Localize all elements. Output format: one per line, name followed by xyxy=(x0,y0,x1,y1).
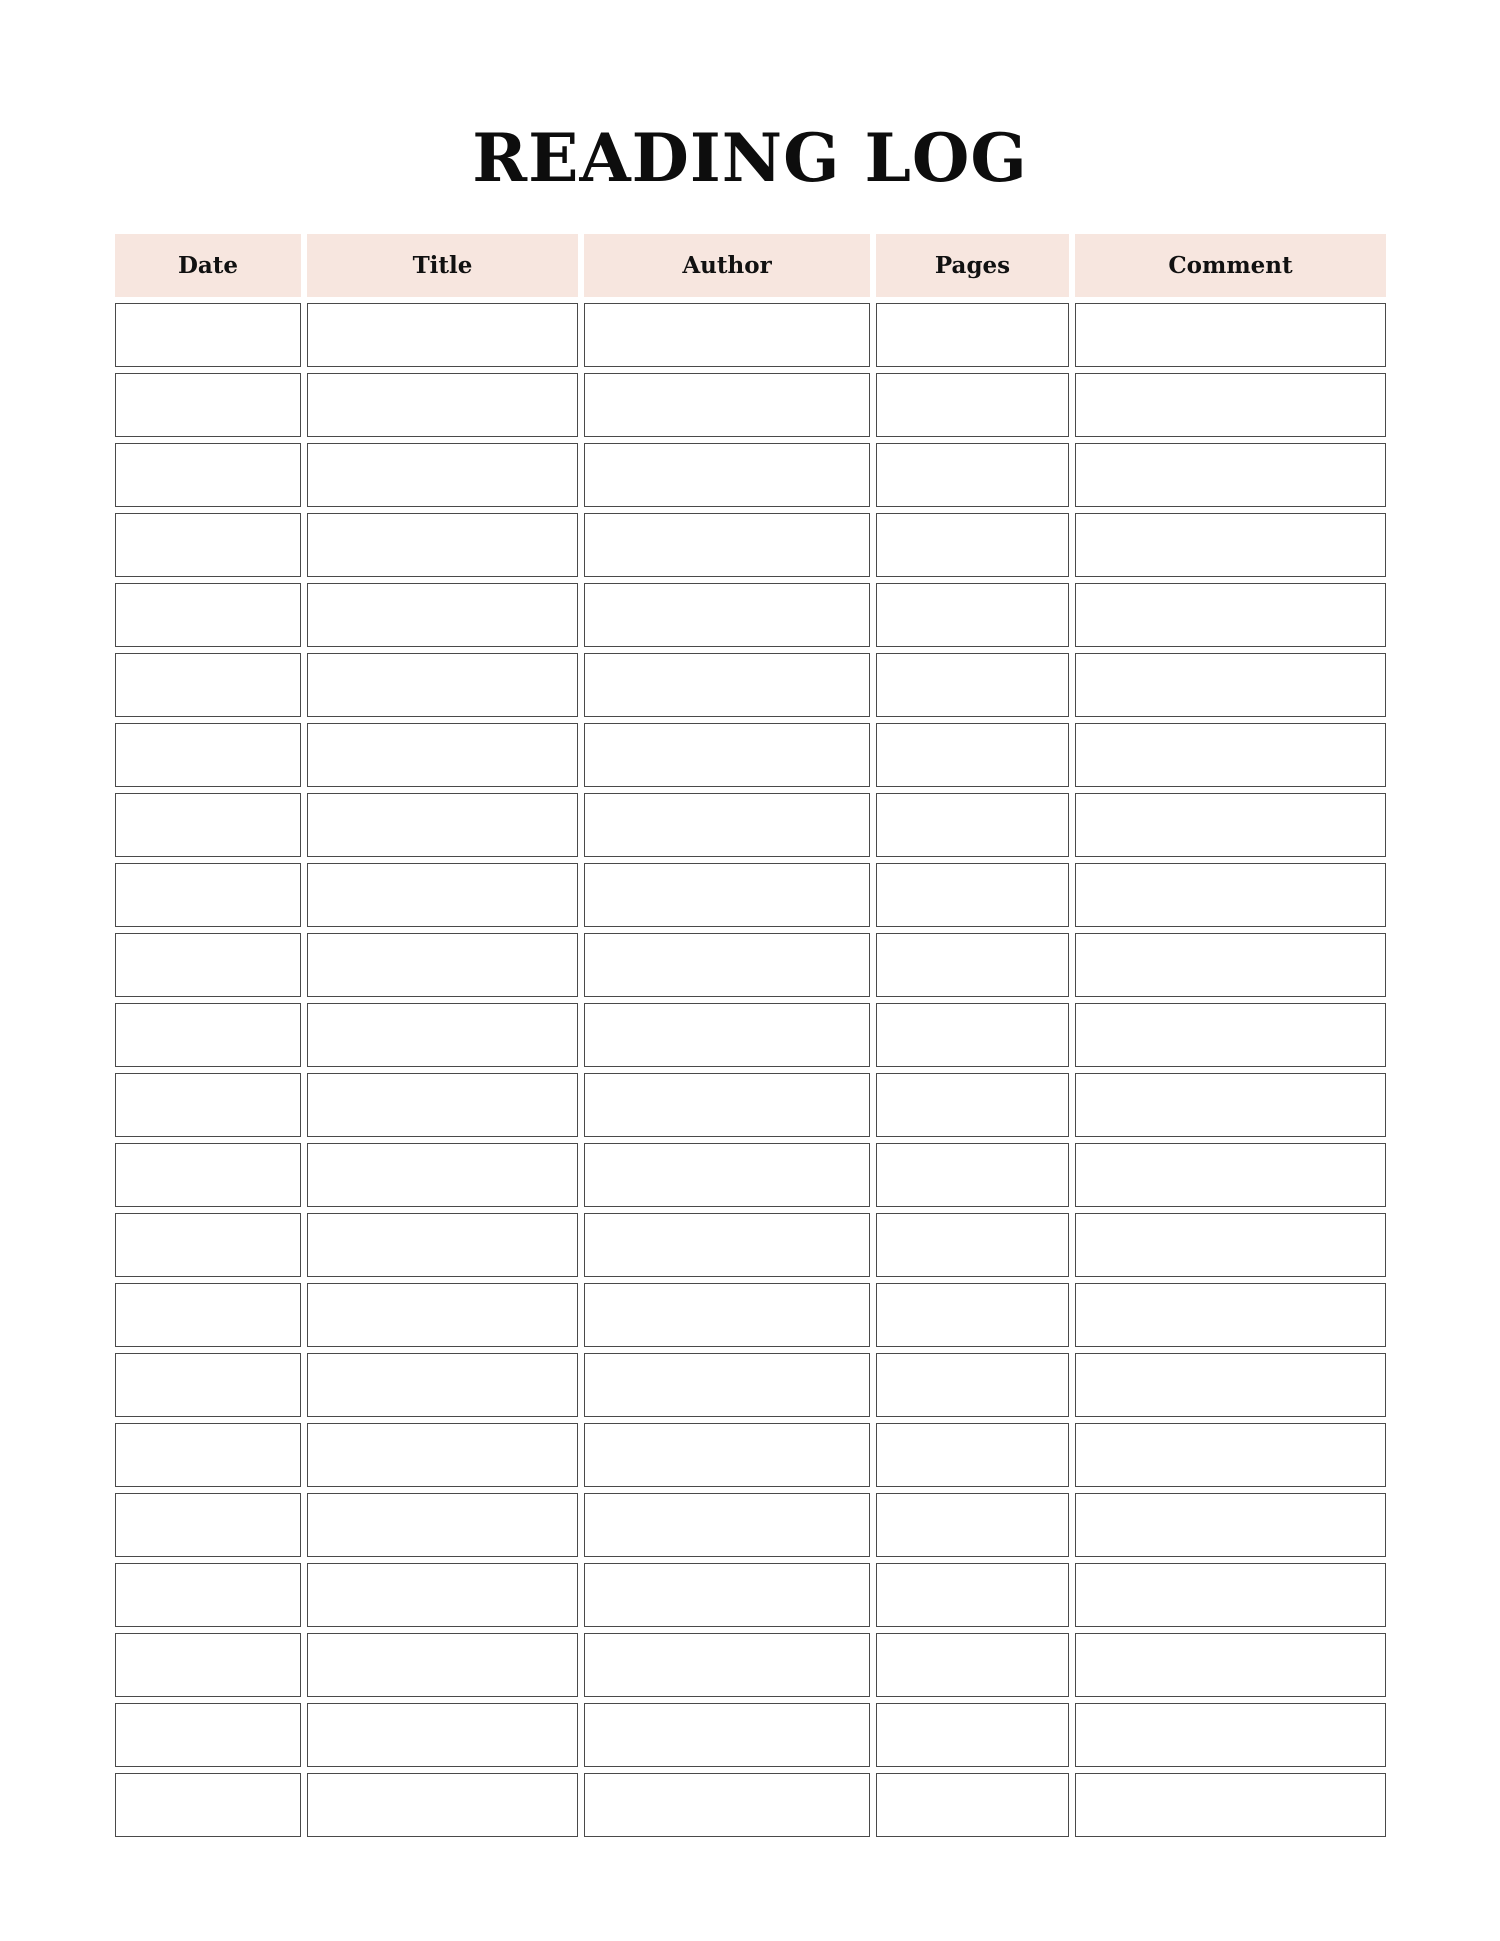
entry-cell-date[interactable] xyxy=(115,1283,301,1347)
entry-cell-date[interactable] xyxy=(115,1563,301,1627)
entry-cell-pages[interactable] xyxy=(876,1353,1069,1417)
entry-cell-author[interactable] xyxy=(584,1073,870,1137)
entry-cell-title[interactable] xyxy=(307,373,578,437)
column-header-title: Title xyxy=(307,234,578,297)
entry-cell-title[interactable] xyxy=(307,1563,578,1627)
entry-cell-date[interactable] xyxy=(115,723,301,787)
entry-cell-pages[interactable] xyxy=(876,1423,1069,1487)
entry-cell-date[interactable] xyxy=(115,443,301,507)
entry-cell-title[interactable] xyxy=(307,933,578,997)
entry-cell-pages[interactable] xyxy=(876,933,1069,997)
entry-cell-date[interactable] xyxy=(115,1353,301,1417)
entry-cell-pages[interactable] xyxy=(876,1213,1069,1277)
entry-cell-comment[interactable] xyxy=(1075,443,1386,507)
entry-cell-author[interactable] xyxy=(584,1563,870,1627)
entry-cell-comment[interactable] xyxy=(1075,1073,1386,1137)
entry-cell-author[interactable] xyxy=(584,1213,870,1277)
entry-cell-pages[interactable] xyxy=(876,373,1069,437)
entry-cell-pages[interactable] xyxy=(876,1003,1069,1067)
entry-cell-date[interactable] xyxy=(115,1633,301,1697)
entry-cell-title[interactable] xyxy=(307,1423,578,1487)
entry-cell-date[interactable] xyxy=(115,583,301,647)
entry-cell-title[interactable] xyxy=(307,1703,578,1767)
reading-log-table xyxy=(115,234,1383,1837)
entry-cell-date[interactable] xyxy=(115,653,301,717)
entry-cell-title[interactable] xyxy=(307,513,578,577)
entry-cell-author[interactable] xyxy=(584,373,870,437)
entry-cell-title[interactable] xyxy=(307,1143,578,1207)
entry-cell-comment[interactable] xyxy=(1075,933,1386,997)
entry-cell-comment[interactable] xyxy=(1075,863,1386,927)
column-header-comment: Comment xyxy=(1075,234,1386,297)
entry-cell-pages[interactable] xyxy=(876,863,1069,927)
entry-cell-comment[interactable] xyxy=(1075,1213,1386,1277)
column-header-pages: Pages xyxy=(876,234,1069,297)
entry-cell-comment[interactable] xyxy=(1075,1633,1386,1697)
entry-cell-comment[interactable] xyxy=(1075,1703,1386,1767)
entry-cell-pages[interactable] xyxy=(876,583,1069,647)
entry-cell-pages[interactable] xyxy=(876,653,1069,717)
entry-cell-title[interactable] xyxy=(307,793,578,857)
entry-cell-date[interactable] xyxy=(115,1773,301,1837)
entry-cell-comment[interactable] xyxy=(1075,1283,1386,1347)
entry-cell-author[interactable] xyxy=(584,1773,870,1837)
entry-cell-comment[interactable] xyxy=(1075,513,1386,577)
entry-cell-title[interactable] xyxy=(307,863,578,927)
entry-cell-pages[interactable] xyxy=(876,723,1069,787)
entry-cell-comment[interactable] xyxy=(1075,1493,1386,1557)
entry-cell-comment[interactable] xyxy=(1075,653,1386,717)
entry-cell-author[interactable] xyxy=(584,1493,870,1557)
entry-cell-date[interactable] xyxy=(115,793,301,857)
entry-cell-title[interactable] xyxy=(307,1003,578,1067)
entry-cell-pages[interactable] xyxy=(876,443,1069,507)
entry-cell-author[interactable] xyxy=(584,1703,870,1767)
entry-cell-title[interactable] xyxy=(307,653,578,717)
entry-cell-date[interactable] xyxy=(115,1213,301,1277)
entry-cell-date[interactable] xyxy=(115,1493,301,1557)
entry-cell-author[interactable] xyxy=(584,1003,870,1067)
entry-cell-title[interactable] xyxy=(307,1283,578,1347)
entry-cell-pages[interactable] xyxy=(876,1633,1069,1697)
entry-cell-comment[interactable] xyxy=(1075,1773,1386,1837)
entry-cell-title[interactable] xyxy=(307,443,578,507)
entry-cell-pages[interactable] xyxy=(876,1563,1069,1627)
entry-cell-title[interactable] xyxy=(307,1213,578,1277)
entry-cell-title[interactable] xyxy=(307,1493,578,1557)
entry-cell-author[interactable] xyxy=(584,513,870,577)
entry-cell-author[interactable] xyxy=(584,1143,870,1207)
entry-cell-date[interactable] xyxy=(115,1703,301,1767)
entry-cell-comment[interactable] xyxy=(1075,373,1386,437)
entry-cell-pages[interactable] xyxy=(876,1143,1069,1207)
entry-cell-date[interactable] xyxy=(115,863,301,927)
entry-cell-pages[interactable] xyxy=(876,1773,1069,1837)
entry-cell-title[interactable] xyxy=(307,583,578,647)
entry-cell-author[interactable] xyxy=(584,863,870,927)
entry-cell-comment[interactable] xyxy=(1075,583,1386,647)
entry-cell-author[interactable] xyxy=(584,653,870,717)
entry-cell-pages[interactable] xyxy=(876,793,1069,857)
entry-cell-comment[interactable] xyxy=(1075,723,1386,787)
entry-cell-author[interactable] xyxy=(584,443,870,507)
entry-cell-title[interactable] xyxy=(307,1773,578,1837)
entry-cell-author[interactable] xyxy=(584,933,870,997)
entry-cell-author[interactable] xyxy=(584,1633,870,1697)
column-header-date: Date xyxy=(115,234,301,297)
entry-cell-date[interactable] xyxy=(115,513,301,577)
entry-cell-title[interactable] xyxy=(307,303,578,367)
entry-cell-comment[interactable] xyxy=(1075,1423,1386,1487)
entry-cell-date[interactable] xyxy=(115,1423,301,1487)
entry-cell-date[interactable] xyxy=(115,1143,301,1207)
entry-cell-title[interactable] xyxy=(307,1633,578,1697)
entry-cell-comment[interactable] xyxy=(1075,1353,1386,1417)
entry-cell-author[interactable] xyxy=(584,583,870,647)
entry-cell-title[interactable] xyxy=(307,1353,578,1417)
entry-cell-date[interactable] xyxy=(115,1073,301,1137)
entry-cell-pages[interactable] xyxy=(876,1283,1069,1347)
entry-cell-pages[interactable] xyxy=(876,1493,1069,1557)
column-header-author: Author xyxy=(584,234,870,297)
entry-cell-comment[interactable] xyxy=(1075,303,1386,367)
entry-cell-author[interactable] xyxy=(584,1423,870,1487)
page-title: READING LOG xyxy=(472,119,1028,197)
entry-cell-author[interactable] xyxy=(584,723,870,787)
entry-cell-date[interactable] xyxy=(115,933,301,997)
entry-cell-comment[interactable] xyxy=(1075,1143,1386,1207)
entry-cell-date[interactable] xyxy=(115,373,301,437)
entry-cell-title[interactable] xyxy=(307,723,578,787)
entry-cell-comment[interactable] xyxy=(1075,1003,1386,1067)
entry-cell-pages[interactable] xyxy=(876,513,1069,577)
entry-cell-author[interactable] xyxy=(584,1353,870,1417)
entry-cell-pages[interactable] xyxy=(876,1703,1069,1767)
entry-cell-date[interactable] xyxy=(115,1003,301,1067)
entry-cell-author[interactable] xyxy=(584,793,870,857)
entry-cell-pages[interactable] xyxy=(876,1073,1069,1137)
entry-cell-author[interactable] xyxy=(584,303,870,367)
entry-cell-title[interactable] xyxy=(307,1073,578,1137)
entry-cell-author[interactable] xyxy=(584,1283,870,1347)
entry-cell-pages[interactable] xyxy=(876,303,1069,367)
entry-cell-date[interactable] xyxy=(115,303,301,367)
entry-cell-comment[interactable] xyxy=(1075,793,1386,857)
entry-cell-comment[interactable] xyxy=(1075,1563,1386,1627)
